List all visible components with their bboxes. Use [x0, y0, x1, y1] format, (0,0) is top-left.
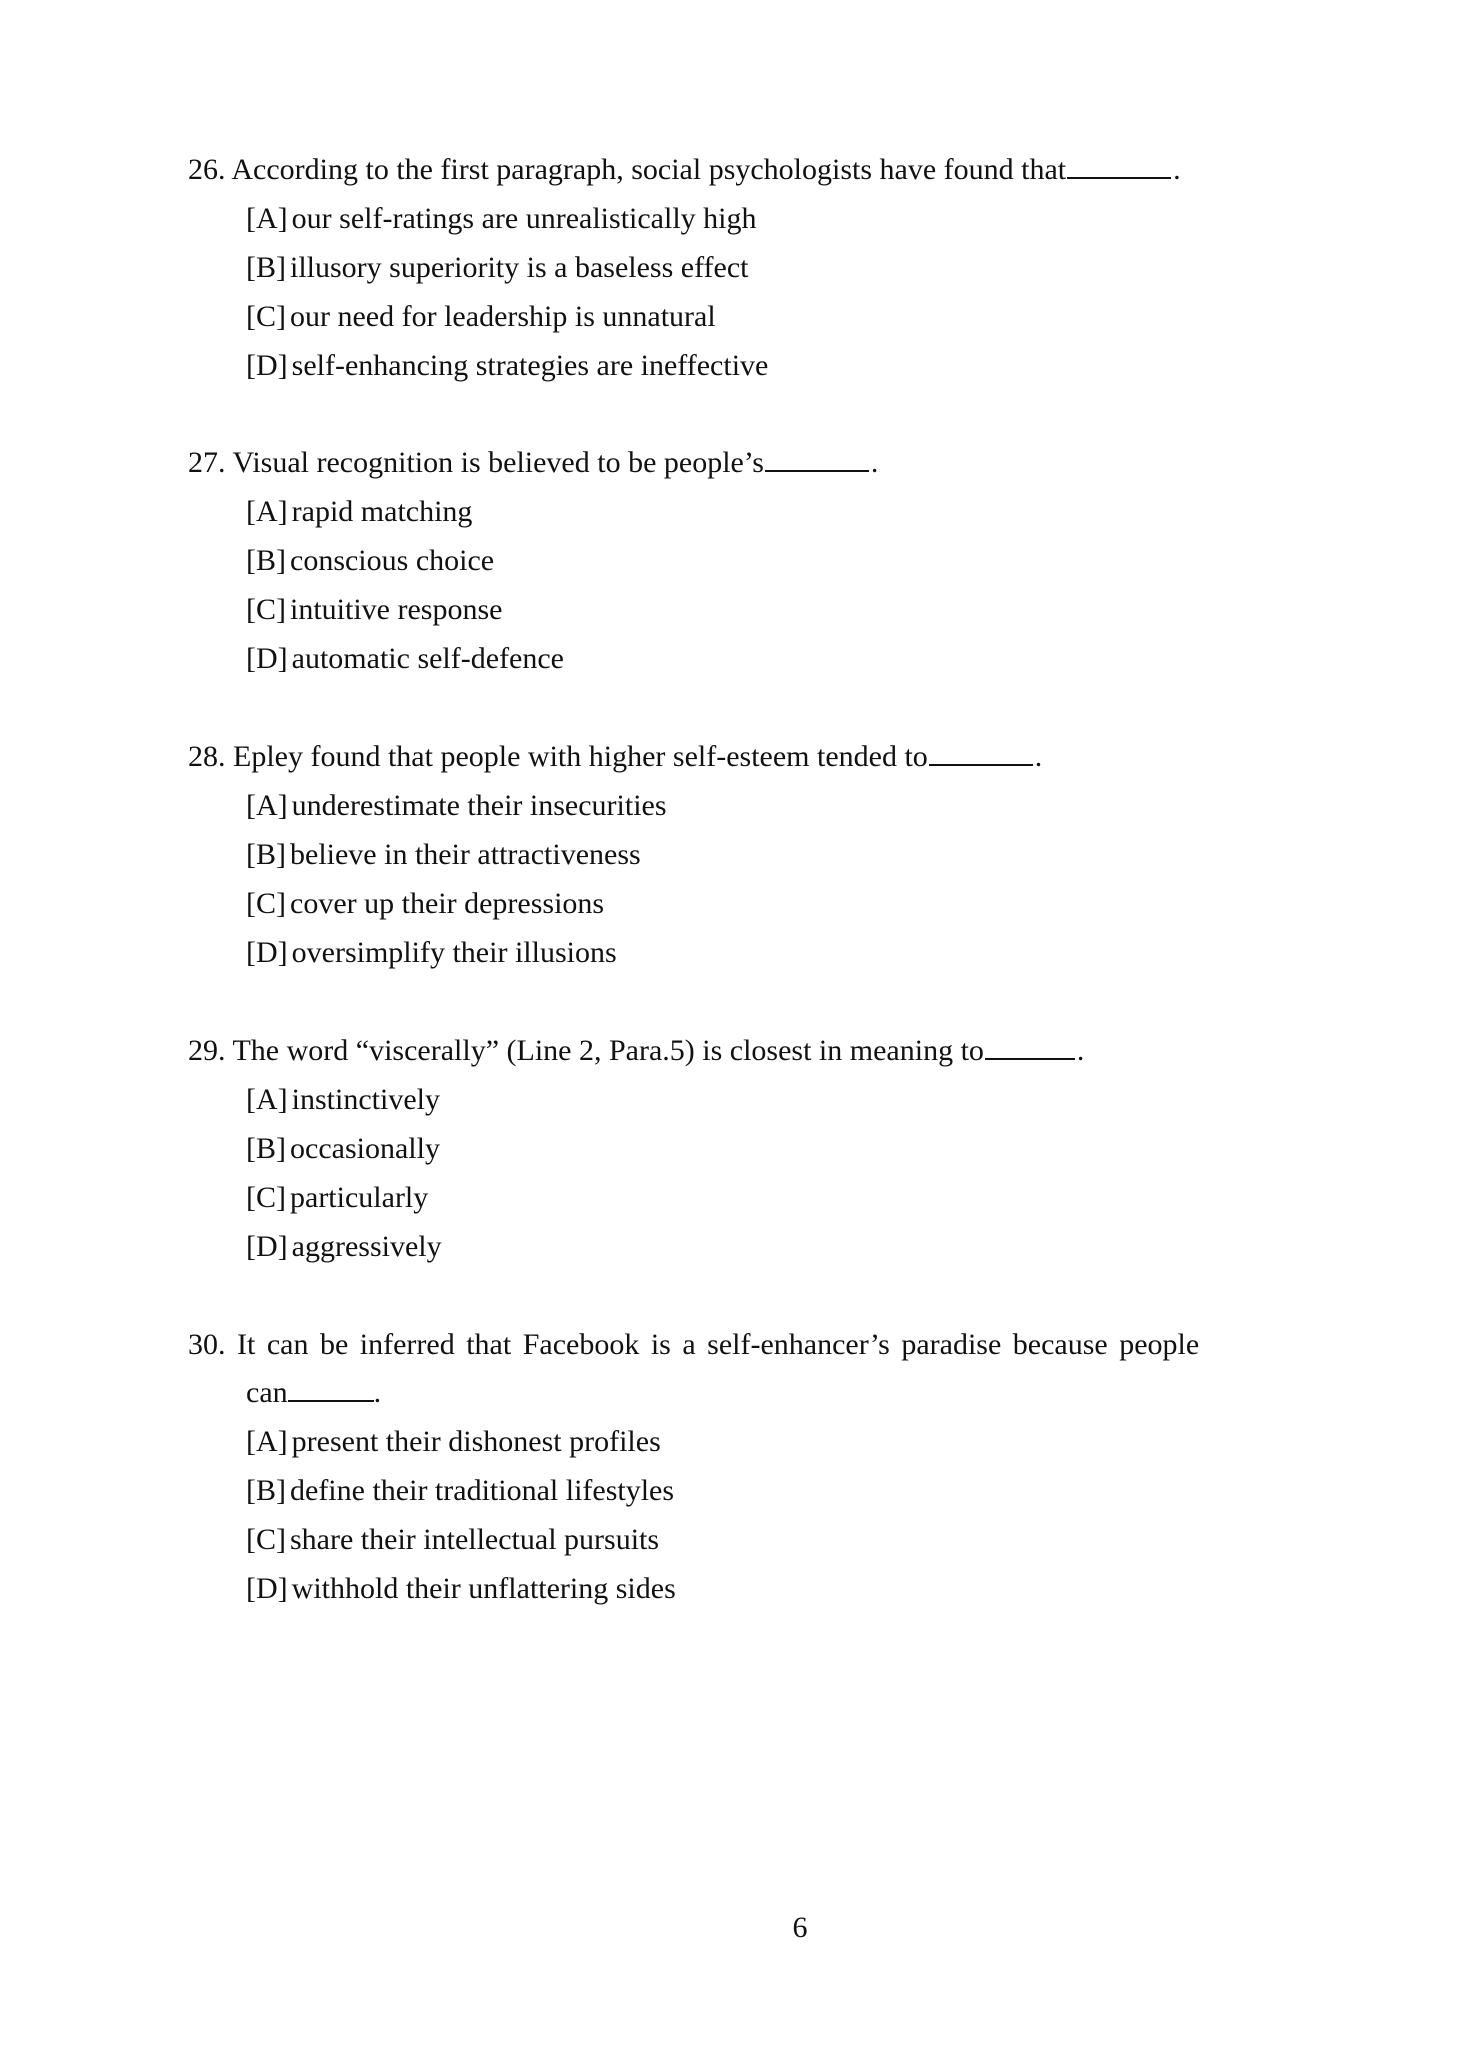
- option-b: [246, 1129, 1238, 1169]
- option-text: believe in their attractiveness: [290, 838, 641, 871]
- option-d: [246, 933, 1238, 973]
- question-end-mark: .: [373, 1376, 382, 1409]
- option-letter: [C]: [246, 300, 286, 333]
- options-list: [246, 1422, 1238, 1609]
- option-c: [246, 297, 1238, 337]
- option-text: occasionally: [290, 1132, 440, 1165]
- option-letter: [B]: [246, 251, 286, 284]
- question-number: 27.: [188, 446, 226, 479]
- question-end-mark: .: [1034, 740, 1043, 773]
- option-a: [246, 492, 1238, 532]
- option-d: [246, 346, 1238, 386]
- question-stem: [188, 443, 1238, 483]
- answer-blank: [929, 738, 1033, 766]
- answer-blank: [765, 444, 869, 472]
- option-text: aggressively: [291, 1230, 442, 1263]
- option-text: intuitive response: [290, 593, 503, 626]
- option-text: cover up their depressions: [290, 887, 605, 920]
- option-d: [246, 1227, 1238, 1267]
- option-d: [246, 1569, 1238, 1609]
- option-letter: [A]: [246, 1425, 288, 1458]
- options-list: [246, 786, 1238, 973]
- question-text: Visual recognition is believed to be people’s: [232, 446, 764, 479]
- option-text: our self-ratings are unrealistically high: [291, 202, 757, 235]
- option-letter: [A]: [246, 1083, 288, 1116]
- question-end-mark: .: [1076, 1034, 1085, 1067]
- option-text: define their traditional lifestyles: [290, 1474, 675, 1507]
- option-letter: [D]: [246, 1572, 288, 1605]
- options-list: [246, 1080, 1238, 1267]
- question-stem: [188, 150, 1238, 190]
- question-text: Epley found that people with higher self-esteem tended to: [233, 740, 928, 773]
- option-b: [246, 248, 1238, 288]
- options-list: [246, 199, 1238, 386]
- option-letter: [B]: [246, 544, 286, 577]
- option-letter: [D]: [246, 936, 288, 969]
- question-28: [188, 737, 1238, 973]
- option-text: conscious choice: [290, 544, 495, 577]
- option-text: self-enhancing strategies are ineffective: [291, 349, 769, 382]
- answer-blank: [1067, 151, 1171, 179]
- option-letter: [D]: [246, 642, 288, 675]
- option-letter: [B]: [246, 1474, 286, 1507]
- option-a: [246, 199, 1238, 239]
- option-letter: [D]: [246, 349, 288, 382]
- option-a: [246, 786, 1238, 826]
- question-text: According to the first paragraph, social psychologists have found that: [231, 153, 1067, 186]
- question-number: 26.: [188, 153, 226, 186]
- question-end-mark: .: [870, 446, 879, 479]
- option-b: [246, 541, 1238, 581]
- option-c: [246, 1520, 1238, 1560]
- question-text: The word “viscerally” (Line 2, Para.5) is closest in meaning to: [232, 1034, 984, 1067]
- option-letter: [A]: [246, 789, 288, 822]
- option-text: share their intellectual pursuits: [290, 1523, 660, 1556]
- option-letter: [C]: [246, 593, 286, 626]
- option-letter: [C]: [246, 887, 286, 920]
- option-text: automatic self-defence: [291, 642, 564, 675]
- option-letter: [C]: [246, 1181, 286, 1214]
- option-text: withhold their unflattering sides: [291, 1572, 676, 1605]
- options-list: [246, 492, 1238, 679]
- option-letter: [A]: [246, 202, 288, 235]
- question-stem: [188, 737, 1238, 777]
- answer-blank: [985, 1032, 1075, 1060]
- option-letter: [A]: [246, 495, 288, 528]
- option-text: our need for leadership is unnatural: [290, 300, 716, 333]
- option-d: [246, 639, 1238, 679]
- option-b: [246, 1471, 1238, 1511]
- question-30: [188, 1325, 1238, 1609]
- question-number: 28.: [188, 740, 226, 773]
- question-stem: [188, 1325, 1238, 1365]
- question-end-mark: .: [1173, 153, 1181, 186]
- option-text: instinctively: [291, 1083, 440, 1116]
- answer-blank: [288, 1374, 374, 1402]
- option-text: underestimate their insecurities: [291, 789, 667, 822]
- option-a: [246, 1422, 1238, 1462]
- option-letter: [B]: [246, 838, 286, 871]
- option-text: particularly: [290, 1181, 429, 1214]
- option-c: [246, 590, 1238, 630]
- question-text-continuation: can: [246, 1376, 288, 1409]
- question-stem-continuation: [246, 1373, 1238, 1413]
- question-stem: [188, 1031, 1238, 1071]
- option-text: rapid matching: [291, 495, 473, 528]
- option-letter: [C]: [246, 1523, 286, 1556]
- option-text: oversimplify their illusions: [291, 936, 617, 969]
- option-letter: [D]: [246, 1230, 288, 1263]
- option-a: [246, 1080, 1238, 1120]
- option-letter: [B]: [246, 1132, 286, 1165]
- question-number: 30.: [188, 1328, 226, 1361]
- option-c: [246, 884, 1238, 924]
- question-number: 29.: [188, 1034, 226, 1067]
- page-number: 6: [792, 1911, 808, 1944]
- question-26: [188, 150, 1238, 386]
- question-text: It can be inferred that Facebook is a self-enhancer’s paradise because people: [237, 1328, 1200, 1361]
- question-27: [188, 443, 1238, 679]
- question-29: [188, 1031, 1238, 1267]
- option-b: [246, 835, 1238, 875]
- option-c: [246, 1178, 1238, 1218]
- option-text: illusory superiority is a baseless effect: [290, 251, 749, 284]
- option-text: present their dishonest profiles: [291, 1425, 661, 1458]
